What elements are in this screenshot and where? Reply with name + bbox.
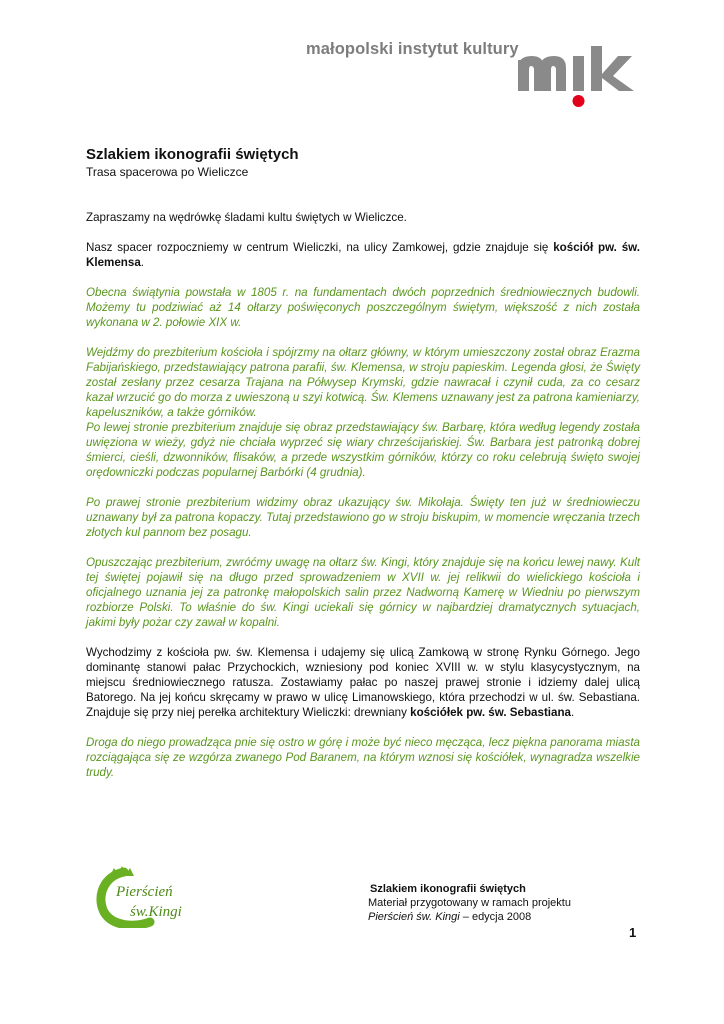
saint-barbara-paragraph: Po lewej stronie prezbiterium znajduje się obraz przedstawiający św. Barbarę, która według legendy została uwięziona w wieży, gdyż nie chciała wyprzeć się wiary chrześcijańskiej. Św. Barbara jest patronką dobrej śmierci, cieśli, dzwonników, flisaków, a przede wszystkim górników, którzy co roku celebrują święto swojej orędowniczki podczas popularnej Barbórki (4 grudnia).	[86, 421, 640, 479]
document-title: Szlakiem ikonografii świętych	[86, 146, 299, 163]
church-name-sebastian: kościółek pw. św. Sebastiana	[410, 706, 571, 719]
mik-logo	[518, 46, 638, 112]
mik-logo-i-stem	[573, 56, 584, 91]
start-paragraph-end: .	[140, 256, 145, 269]
crown-icon	[110, 866, 134, 876]
start-paragraph	[86, 240, 640, 270]
document-body	[86, 210, 640, 795]
footer-logo-line2: św.Kingi	[130, 904, 182, 920]
intro-paragraph: Zapraszamy na wędrówkę śladami kultu świętych w Wieliczce.	[86, 211, 407, 224]
page-number: 1	[629, 925, 637, 940]
footer-info	[368, 882, 571, 924]
mik-logo-m-arch2	[540, 56, 566, 91]
route-paragraph-end: .	[571, 706, 575, 719]
footer-project-name: Pierścień św. Kingi	[368, 911, 460, 923]
mik-logo-k-arm	[602, 56, 634, 91]
pierscien-sw-kingi-logo	[94, 866, 190, 928]
church-history-paragraph: Obecna świątynia powstała w 1805 r. na fundamentach dwóch poprzednich średniowiecznych budowli. Możemy tu podziwiać aż 14 ołtarzy poświęconych poszczególnym świętym, większość z nich została wykonana w 2. połowie XIX w.	[86, 286, 640, 329]
footer-title: Szlakiem ikonografii świętych	[370, 883, 526, 895]
route-paragraph-text: Wychodzimy z kościoła pw. św. Klemensa i udajemy się ulicą Zamkową w stronę Rynku Górnego. Jego dominantę stanowi pałac Przychockich, wzniesiony pod koniec XVIII w. w stylu klasycystycznym, na miejscu średniowiecznego ratusza. Zostawiamy pałac po naszej prawej stronie i idziemy dalej ulicą Batorego. Na jej końcu skręcamy w prawo w ulicę Limanowskiego, która przechodzi w ul. św. Sebastiana. Znajduje się przy niej perełka architektury Wieliczki: drewniany	[86, 646, 640, 719]
saint-kinga-paragraph: Opuszczając prezbiterium, zwróćmy uwagę na ołtarz św. Kingi, który znajduje się na końcu lewej nawy. Kult tej świętej pojawił się na długo przed sprowadzeniem w XVII w. jej relikwii do wielickiego kościoła i oficjalnego uznania jej za patronkę małopolskich salin przez Nadworną Kamerę w Wiedniu po pierwszym rozbiorze Polski. To właśnie do św. Kingi uciekali się górnicy w najbardziej dramatycznych sytuacjach, jakimi były pożar czy zawał w kopalni.	[86, 556, 640, 629]
footer-project-line: Materiał przygotowany w ramach projektu	[368, 897, 571, 909]
saint-nicholas-paragraph: Po prawej stronie prezbiterium widzimy obraz ukazujący św. Mikołaja. Święty ten już w średniowieczu uznawany był za patrona kopaczy. Tutaj przedstawiono go w stroju biskupim, w momencie wręczania trzech złotych kul pannom bez posagu.	[86, 496, 640, 539]
route-paragraph	[86, 645, 640, 720]
main-altar-paragraph: Wejdźmy do prezbiterium kościoła i spójrzmy na ołtarz główny, w którym umieszczony został obraz Erazma Fabijańskiego, przedstawiający patrona parafii, św. Klemensa, w stroju papieskim. Legenda głosi, że Święty został zesłany przez cesarza Trajana na Półwysep Krymski, gdzie nawracał i czynił cuda, za co cesarz kazał wrzucić go do morza z uwieszoną u szyi kotwicą. Św. Klemens uznawany jest za patrona kamieniarzy, kapeluszników, a także górników.	[86, 346, 640, 419]
panorama-paragraph: Droga do niego prowadząca pnie się ostro w górę i może być nieco męcząca, lecz piękna panorama miasta rozciągająca się ze wzgórza zwanego Pod Baranem, na którym wznosi się kościółek, wynagradza wszelkie trudy.	[86, 736, 640, 779]
footer-logo-line1: Pierścień	[116, 884, 173, 900]
document-subtitle: Trasa spacerowa po Wieliczce	[86, 165, 249, 179]
organization-name: małopolski instytut kultury	[306, 40, 519, 58]
church-name-clement: kościół pw. św. Klemensa	[86, 241, 640, 269]
mik-logo-k-stem	[591, 46, 602, 91]
footer-edition-line	[368, 910, 571, 924]
mik-logo-dot	[573, 95, 585, 107]
start-paragraph-text: Nasz spacer rozpoczniemy w centrum Wieliczki, na ulicy Zamkowej, gdzie znajduje się	[86, 241, 554, 254]
footer-edition: – edycja 2008	[459, 911, 532, 923]
